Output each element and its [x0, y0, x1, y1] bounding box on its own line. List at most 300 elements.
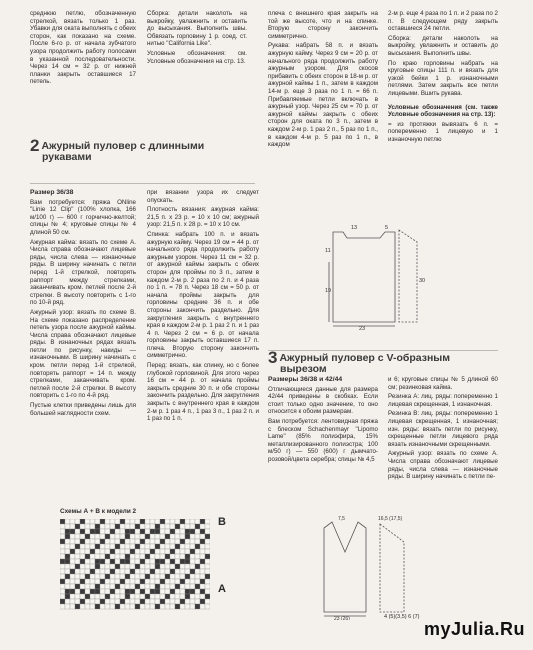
chart-cell	[85, 579, 90, 584]
paragraph-front: Перед: вязать, как спинку, но с более глубокой горловиной. Для этого через 16 см = 44 р. от начала проймы закрыть средние 30 п. и обе стороны закончить раздельно. Для закругления закрыть с внутреннего края в каждом 2-м р. 1 раз 4 п., 1 раз 3 п., 1 раз 2 п. и 1 раз по 1 п.	[147, 362, 259, 423]
chart-cell	[185, 584, 190, 589]
chart-cell	[145, 604, 150, 609]
chart-cell	[165, 564, 170, 569]
chart-cell	[60, 539, 65, 544]
chart-cell	[160, 594, 165, 599]
chart-cell	[205, 544, 210, 549]
chart-cell	[105, 544, 110, 549]
chart-cell	[165, 539, 170, 544]
sleeve-outline	[380, 524, 404, 612]
chart-cell	[175, 584, 180, 589]
chart-title: Схемы А + В к модели 2	[60, 508, 137, 515]
chart-cell	[100, 539, 105, 544]
chart-cell	[190, 524, 195, 529]
chart-cell	[170, 574, 175, 579]
chart-cell	[60, 559, 65, 564]
chart-cell	[110, 604, 115, 609]
chart-cell	[190, 564, 195, 569]
chart-cell	[145, 559, 150, 564]
chart-cell	[185, 519, 190, 524]
chart-cell	[200, 584, 205, 589]
chart-cell	[120, 584, 125, 589]
chart-label-b: B	[218, 516, 226, 528]
chart-cell	[205, 519, 210, 524]
chart-cell	[60, 524, 65, 529]
chart-cell	[70, 569, 75, 574]
chart-cell	[150, 574, 155, 579]
chart-cell	[180, 584, 185, 589]
chart-cell	[70, 549, 75, 554]
chart-cell	[100, 519, 105, 524]
chart-cell	[105, 584, 110, 589]
chart-cell	[115, 594, 120, 599]
chart-cell	[175, 519, 180, 524]
chart-cell	[75, 519, 80, 524]
chart-cell	[205, 599, 210, 604]
chart-cell	[205, 539, 210, 544]
chart-cell	[110, 549, 115, 554]
chart-cell	[165, 599, 170, 604]
chart-cell	[195, 599, 200, 604]
chart-cell	[105, 534, 110, 539]
chart-cell	[170, 569, 175, 574]
chart-cell	[180, 529, 185, 534]
chart-cell	[140, 549, 145, 554]
chart-cell	[170, 519, 175, 524]
dim-side: 5	[385, 225, 389, 231]
chart-cell	[65, 599, 70, 604]
chart-cell	[140, 554, 145, 559]
chart-cell	[140, 559, 145, 564]
chart-cell	[145, 529, 150, 534]
column-4-bottom-text	[388, 376, 498, 483]
chart-cell	[195, 534, 200, 539]
chart-cell	[125, 549, 130, 554]
chart-cell	[180, 569, 185, 574]
chart-cell	[135, 559, 140, 564]
chart-cell	[70, 559, 75, 564]
chart-cell	[190, 539, 195, 544]
chart-cell	[205, 589, 210, 594]
chart-cell	[165, 554, 170, 559]
heading-line-2: вырезом	[280, 363, 327, 375]
paragraph-materials: Вам потребуется: пряжа ONline "Linie 12 Clip" (100% хлопка, 166 м/100 г) — 600 г горчично-желтой; спицы № 4; круговые спицы № 4 длиной 50 см.	[30, 198, 136, 236]
chart-cell	[175, 549, 180, 554]
chart-cell	[190, 529, 195, 534]
chart-cell	[65, 544, 70, 549]
column-2-top-text	[147, 10, 247, 67]
paragraph-rib-a: Резинка А: лиц. ряды: попеременно 1 лицевая скрещенная, 1 изнаночная.	[388, 393, 498, 408]
chart-cell	[90, 584, 95, 589]
chart-cell	[130, 559, 135, 564]
chart-cell	[90, 574, 95, 579]
chart-cell	[200, 524, 205, 529]
chart-cell	[135, 549, 140, 554]
chart-cell	[60, 564, 65, 569]
chart-cell	[180, 604, 185, 609]
chart-cell	[145, 599, 150, 604]
chart-cell	[125, 579, 130, 584]
paragraph-materials: Вам потребуется: лентовидная пряжа с блеском Schachenmayr "Lipomo Lame" (85% полиэфира, 15% металлизированного полиэстра; 100 м/50 г) — 550 (600) г дымчато-розовой/цвета серебра; спицы № 4,5	[268, 417, 378, 463]
chart-cell	[120, 519, 125, 524]
chart-cell	[75, 574, 80, 579]
chart-cell	[185, 554, 190, 559]
chart-cell	[175, 539, 180, 544]
chart-cell	[195, 564, 200, 569]
chart-cell	[140, 534, 145, 539]
chart-cell	[110, 574, 115, 579]
chart-cell	[125, 599, 130, 604]
chart-cell	[145, 584, 150, 589]
chart-cell	[75, 594, 80, 599]
column-4-top-text	[388, 10, 498, 146]
chart-cell	[190, 579, 195, 584]
dim-width: 23 (26)	[334, 616, 350, 620]
chart-cell	[110, 599, 115, 604]
paragraph-sleeves: Рукава: набрать 58 п. и вязать ажурную кайму. Через 9 см = 20 р. от начального ряда продолжить работу ажурным узором. Для скосов прибавить с обеих сторон в 18-м р. от ажурной каймы 1 п., затем в каждом 14-м р. еще 3 раза по 1 п. = 66 п. Прибавляемые петли включать в ажурный узор. Через 25 см = 70 р. от ажурной каймы закрыть с обеих сторон для оката по 3 п., затем в каждом 2-м р. 1 раз 2 п., 5 раз по 1 п., в каждом 4-м р. 5 раз по 1 п., в каждом	[268, 42, 378, 149]
chart-cell	[180, 519, 185, 524]
chart-cell	[145, 519, 150, 524]
chart-cell	[140, 584, 145, 589]
paragraph-note: Пустые клетки приведены лишь для большей наглядности схем.	[30, 402, 136, 417]
chart-cell	[125, 554, 130, 559]
chart-cell	[195, 579, 200, 584]
chart-cell	[80, 579, 85, 584]
chart-cell	[70, 529, 75, 534]
chart-cell	[140, 599, 145, 604]
chart-cell	[75, 604, 80, 609]
chart-cell	[110, 584, 115, 589]
paragraph-legend-title: Условные обозначения (см. также Условные обозначения на стр. 13):	[388, 103, 498, 119]
chart-cell	[90, 604, 95, 609]
chart-cell	[80, 539, 85, 544]
paragraph-gauge: Плотность вязания: ажурная кайма: 21,5 п. x 23 р. = 10 x 10 см; ажурный узор: 21,5 п. x 28 р. = 10 x 10 см.	[147, 206, 259, 229]
chart-cell	[165, 579, 170, 584]
size-label: Размеры 36/38 и 42/44	[268, 376, 343, 383]
chart-cell	[120, 559, 125, 564]
chart-cell	[65, 569, 70, 574]
chart-cell	[190, 589, 195, 594]
column-2-bottom-text	[147, 189, 259, 425]
chart-cell	[205, 564, 210, 569]
chart-cell	[185, 549, 190, 554]
chart-cell	[175, 594, 180, 599]
chart-cell	[195, 529, 200, 534]
chart-cell	[60, 589, 65, 594]
chart-cell	[90, 564, 95, 569]
chart-cell	[120, 549, 125, 554]
size-label: Размер 36/38	[30, 189, 74, 196]
chart-cell	[130, 519, 135, 524]
chart-cell	[135, 579, 140, 584]
chart-cell	[105, 564, 110, 569]
chart-cell	[110, 539, 115, 544]
chart-cell	[135, 564, 140, 569]
chart-cell	[150, 589, 155, 594]
paragraph-back: Спинка: набрать 100 п. и вязать ажурную кайму. Через 19 см = 44 р. от начального ряда продолжить работу ажурным узором. Через 11 см = 32 р. от ажурной каймы закрыть с обеих сторон для проймы по 3 п., затем в каждом 2-м р. 2 раза по 2 п. и 4 раза по 1 п. = 78 п. Через 18 см = 50 р. от начала проймы закрыть для горловины средние 36 п. и обе стороны закончить раздельно. Для закругления закрыть с внутреннего края в каждом 2-м р. 1 раз 2 п. и 1 раз 4 п. Через 2 см = 6 р. от начала горловины закрыть оставшиеся 17 п. плеча. Вторую сторону закончить симметрично.	[147, 230, 259, 360]
paragraph-rib-b: Резинка В: лиц. ряды: попеременно 1 лицевая скрещенная, 1 изнаночная; изн. ряды: вязать петли по рисунку, скрещенные петли лицевого ряда вязать изнаночными скрещенными.	[388, 410, 498, 448]
chart-cell	[195, 604, 200, 609]
chart-cell	[155, 589, 160, 594]
chart-cell	[115, 549, 120, 554]
chart-cell	[120, 554, 125, 559]
chart-cell	[70, 579, 75, 584]
chart-cell	[85, 584, 90, 589]
chart-cell	[135, 589, 140, 594]
chart-cell	[155, 574, 160, 579]
chart-cell	[200, 539, 205, 544]
chart-cell	[185, 604, 190, 609]
chart-cell	[65, 574, 70, 579]
chart-cell	[115, 524, 120, 529]
chart-cell	[70, 594, 75, 599]
chart-cell	[70, 544, 75, 549]
chart-cell	[80, 564, 85, 569]
chart-cell	[185, 534, 190, 539]
chart-cell	[110, 559, 115, 564]
chart-cell	[160, 574, 165, 579]
chart-cell	[70, 599, 75, 604]
chart-cell	[75, 544, 80, 549]
chart-cell	[85, 549, 90, 554]
chart-cell	[140, 529, 145, 534]
chart-cell	[170, 584, 175, 589]
chart-cell	[190, 574, 195, 579]
chart-cell	[90, 539, 95, 544]
chart-cell	[185, 589, 190, 594]
chart-cell	[190, 519, 195, 524]
chart-cell	[110, 529, 115, 534]
chart-cell	[115, 589, 120, 594]
chart-cell	[200, 544, 205, 549]
chart-cell	[90, 594, 95, 599]
chart-cell	[95, 529, 100, 534]
chart-cell	[75, 564, 80, 569]
chart-cell	[60, 544, 65, 549]
chart-cell	[70, 574, 75, 579]
chart-cell	[130, 569, 135, 574]
chart-cell	[185, 599, 190, 604]
chart-cell	[195, 589, 200, 594]
chart-cell	[150, 559, 155, 564]
chart-cell	[145, 539, 150, 544]
column-3-top-text	[268, 10, 378, 151]
chart-cell	[155, 579, 160, 584]
chart-cell	[95, 569, 100, 574]
chart-cell	[60, 554, 65, 559]
chart-cell	[150, 569, 155, 574]
chart-cell	[105, 589, 110, 594]
chart-cell	[65, 579, 70, 584]
chart-cell	[135, 539, 140, 544]
chart-cell	[185, 594, 190, 599]
chart-cell	[115, 539, 120, 544]
chart-cell	[90, 544, 95, 549]
chart-cell	[70, 589, 75, 594]
chart-cell	[135, 594, 140, 599]
chart-cell	[60, 594, 65, 599]
chart-cell	[135, 569, 140, 574]
chart-cell	[75, 584, 80, 589]
chart-cell	[200, 579, 205, 584]
chart-cell	[195, 539, 200, 544]
chart-cell	[165, 534, 170, 539]
chart-cell	[85, 524, 90, 529]
chart-cell	[160, 529, 165, 534]
chart-cell	[140, 524, 145, 529]
chart-cell	[85, 519, 90, 524]
chart-cell	[155, 564, 160, 569]
section-heading-3	[268, 348, 503, 375]
chart-cell	[170, 529, 175, 534]
chart-cell	[155, 604, 160, 609]
chart-cell	[70, 564, 75, 569]
chart-cell	[185, 564, 190, 569]
chart-cell	[115, 534, 120, 539]
chart-cell	[90, 554, 95, 559]
chart-cell	[135, 529, 140, 534]
chart-cell	[160, 534, 165, 539]
paragraph-neckline: По краю горловины набрать на круговые спицы 111 п. и вязать для узкой бейки 1 р. изнаночными петлями. Затем закрыть все петли лицевыми. Вшить рукава.	[388, 59, 498, 97]
chart-cell	[150, 529, 155, 534]
paragraph-assembly: Сборка: детали наколоть на выкройку, увлажнить и оставить до высыхания. Выполнить швы.	[388, 34, 498, 57]
chart-cell	[105, 524, 110, 529]
paragraph-sizes: Отличающиеся данные для размера 42/44 приведены в скобках. Если стоит только одно значение, то оно относится к обоим размерам.	[268, 385, 378, 416]
chart-cell	[125, 564, 130, 569]
chart-cell	[85, 539, 90, 544]
chart-cell	[155, 519, 160, 524]
chart-cell	[150, 599, 155, 604]
chart-cell	[90, 534, 95, 539]
chart-cell	[60, 549, 65, 554]
chart-cell	[75, 524, 80, 529]
chart-cell	[115, 559, 120, 564]
chart-cell	[200, 589, 205, 594]
chart-cell	[175, 579, 180, 584]
chart-cell	[170, 524, 175, 529]
dim-neck: 7,5	[338, 516, 345, 522]
chart-cell	[85, 594, 90, 599]
chart-cell	[165, 549, 170, 554]
chart-cell	[120, 594, 125, 599]
chart-cell	[200, 549, 205, 554]
chart-cell	[165, 569, 170, 574]
chart-cell	[205, 554, 210, 559]
chart-cell	[170, 559, 175, 564]
chart-cell	[120, 604, 125, 609]
chart-cell	[165, 519, 170, 524]
chart-cell	[165, 574, 170, 579]
paragraph: и 6; круговые спицы № 5 длиной 60 см; резинковая кайма.	[388, 376, 498, 391]
chart-cell	[130, 549, 135, 554]
chart-cell	[140, 604, 145, 609]
chart-cell	[95, 574, 100, 579]
heading-line-1: Ажурный пуловер с длинными	[41, 140, 205, 152]
chart-cell	[155, 584, 160, 589]
chart-cell	[180, 559, 185, 564]
chart-cell	[150, 539, 155, 544]
chart-cell	[90, 529, 95, 534]
chart-cell	[100, 564, 105, 569]
dim-bottom: 4 (5)(3,5) 6 (7)	[384, 614, 420, 620]
chart-cell	[145, 594, 150, 599]
chart-cell	[200, 534, 205, 539]
chart-cell	[155, 524, 160, 529]
chart-cell	[100, 589, 105, 594]
chart-cell	[75, 589, 80, 594]
chart-cell	[100, 599, 105, 604]
chart-cell	[190, 534, 195, 539]
chart-cell	[175, 569, 180, 574]
chart-cell	[150, 554, 155, 559]
chart-cell	[80, 534, 85, 539]
chart-cell	[195, 574, 200, 579]
chart-cell	[150, 524, 155, 529]
chart-cell	[160, 539, 165, 544]
chart-cell	[120, 574, 125, 579]
chart-cell	[150, 579, 155, 584]
chart-cell	[140, 539, 145, 544]
chart-cell	[135, 534, 140, 539]
heading-line-1: Ажурный пуловер с V-образным	[279, 352, 451, 364]
chart-cell	[75, 559, 80, 564]
chart-cell	[80, 549, 85, 554]
chart-cell	[175, 534, 180, 539]
chart-cell	[130, 574, 135, 579]
chart-cell	[130, 534, 135, 539]
chart-cell	[190, 549, 195, 554]
chart-cell	[95, 579, 100, 584]
chart-cell	[170, 549, 175, 554]
chart-cell	[165, 594, 170, 599]
chart-cell	[70, 584, 75, 589]
chart-cell	[115, 554, 120, 559]
chart-cell	[95, 559, 100, 564]
chart-cell	[175, 524, 180, 529]
chart-cell	[170, 544, 175, 549]
chart-cell	[85, 604, 90, 609]
chart-cell	[105, 604, 110, 609]
chart-cell	[115, 604, 120, 609]
chart-cell	[95, 544, 100, 549]
paragraph-pattern: Ажурный узор: вязать по схеме В. На схеме показано распределение петель узора после ажурной каймы. Числа справа обозначают лицевые ряды. В изнаночных рядах вязать петли по рисунку, накиды — изнаночными. В ширину начинать с кром. петли перед 1-й стрелкой, повторять раппорт = 14 п. между стрелками, заканчивать кром. петлей после 2-й стрелки. В высоту повторить с 1-го по 4-й ряд.	[30, 308, 136, 400]
chart-cell	[180, 554, 185, 559]
paragraph-assembly: Сборка: детали наколоть на выкройку, увлажнить и оставить до высыхания. Выполнить швы. Обвязать горловину 1 р. соед. ст. нитью "California Like".	[147, 10, 247, 48]
chart-cell	[90, 599, 95, 604]
paragraph-legend-symbol: = из протяжки вывязать 6 п. = попеременно 1 лицевую и 1 изнаночную петлю	[388, 120, 498, 143]
chart-cell	[65, 524, 70, 529]
chart-cell	[150, 534, 155, 539]
chart-cell	[90, 519, 95, 524]
chart-cell	[180, 524, 185, 529]
chart-cell	[190, 554, 195, 559]
chart-cell	[205, 559, 210, 564]
chart-cell	[70, 604, 75, 609]
chart-cell	[180, 544, 185, 549]
chart-cell	[145, 589, 150, 594]
chart-cell	[165, 589, 170, 594]
heading-line-2: рукавами	[42, 151, 92, 163]
chart-cell	[90, 524, 95, 529]
chart-cell	[60, 604, 65, 609]
chart-cell	[90, 559, 95, 564]
chart-cell	[195, 584, 200, 589]
chart-cell	[130, 599, 135, 604]
chart-cell	[85, 529, 90, 534]
chart-cell	[80, 574, 85, 579]
chart-cell	[75, 599, 80, 604]
chart-cell	[170, 604, 175, 609]
